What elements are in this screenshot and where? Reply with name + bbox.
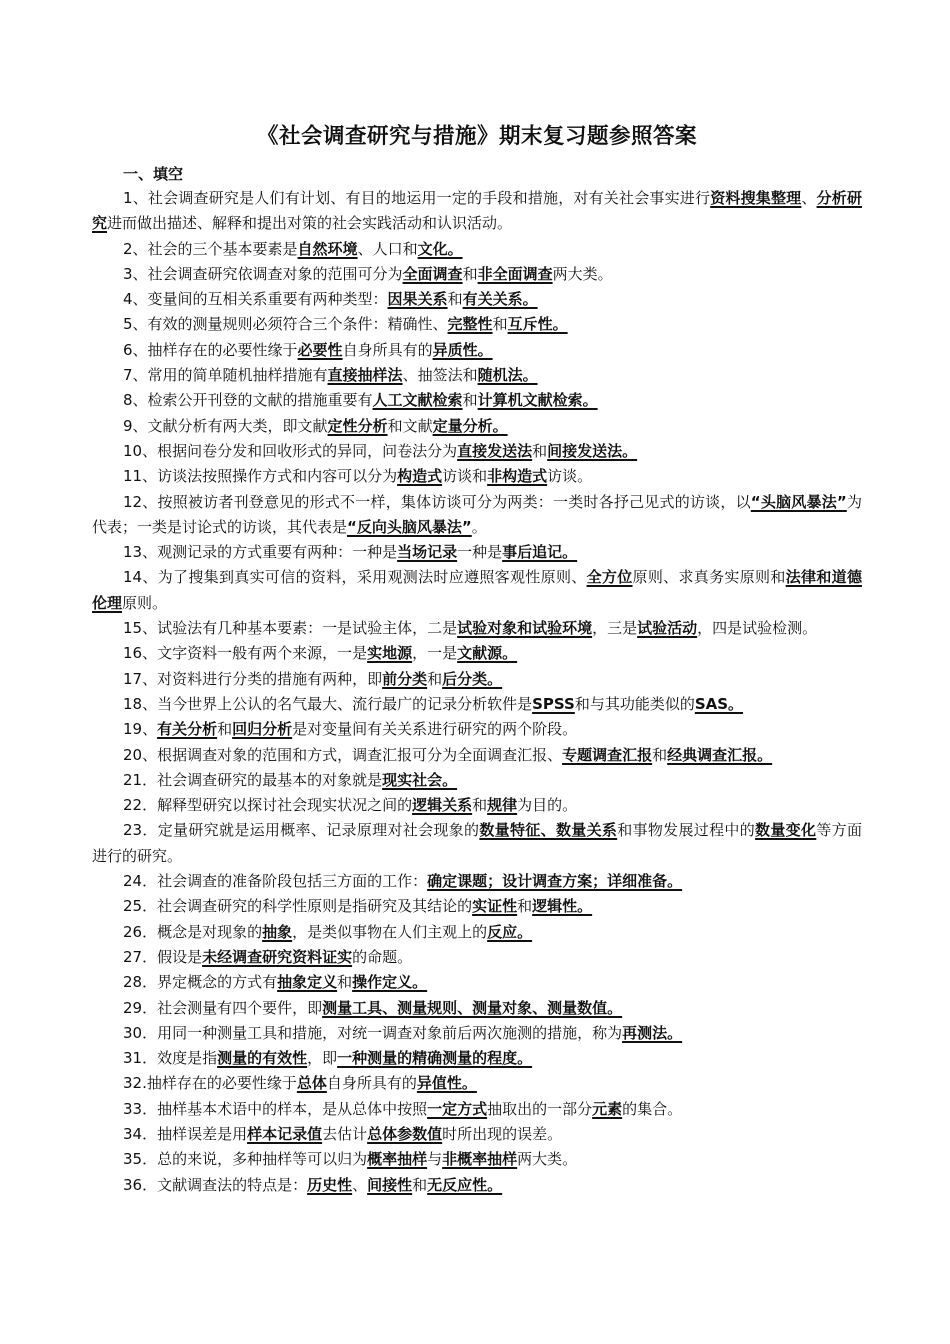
answer-blank: 数量特征、数量关系 <box>479 821 618 840</box>
question-text: 和 <box>217 720 233 739</box>
question-item <box>92 287 862 312</box>
question-item <box>92 768 862 793</box>
answer-blank: 现实社会。 <box>382 770 458 789</box>
answer-blank: 后分类。 <box>442 669 503 688</box>
answer-blank: 逻辑关系 <box>412 796 473 815</box>
question-text: 访谈。 <box>547 467 593 486</box>
question-text: 原则、求真务实原则和 <box>632 568 786 587</box>
question-item <box>92 414 862 439</box>
answer-blank: 互斥性。 <box>507 315 568 334</box>
question-text: 13、观测记录的方式重要有两种：一种是 <box>123 543 398 562</box>
question-text: 11、访谈法按照操作方式和内容可以分为 <box>123 467 398 486</box>
question-text: 22．解释型研究以探讨社会现实状况之间的 <box>123 796 413 815</box>
answer-blank: 回归分析 <box>232 720 293 739</box>
question-item <box>92 388 862 413</box>
question-item <box>92 439 862 464</box>
question-text: ，三是 <box>592 619 638 638</box>
answer-blank: 定量分析。 <box>432 416 508 435</box>
answer-blank: 随机法。 <box>477 366 538 385</box>
question-text: 19、 <box>123 720 158 739</box>
question-item <box>92 717 862 742</box>
question-text: 21．社会调查研究的最基本的对象就是 <box>123 770 383 789</box>
question-text: 和与其功能类似的 <box>574 694 695 713</box>
answer-blank: 非构造式 <box>487 467 548 486</box>
answer-blank: 总体 <box>296 1074 327 1093</box>
answer-blank: 测量的有效性 <box>217 1049 308 1068</box>
question-text: 时所出现的误差。 <box>442 1124 563 1143</box>
question-text: 、人口和 <box>357 239 418 258</box>
question-text: 15、试验法有几种基本要素：一是试验主体，二是 <box>123 619 458 638</box>
question-text: 、抽签法和 <box>402 366 478 385</box>
answer-blank: 实证性 <box>472 897 518 916</box>
question-item <box>92 970 862 995</box>
question-text: 和事物发展过程中的 <box>617 821 756 840</box>
question-text: 进而做出描述、解释和提出对策的社会实践活动和认识活动。 <box>107 214 513 233</box>
answer-blank: 文献源。 <box>457 644 518 663</box>
answer-blank: 抽象 <box>262 922 293 941</box>
question-text: 等方面进行的研究。 <box>92 821 862 865</box>
question-text: ，即 <box>307 1049 338 1068</box>
question-text: 31．效度是指 <box>123 1049 218 1068</box>
question-text: 和 <box>532 441 548 460</box>
answer-blank: 实地源 <box>367 644 413 663</box>
question-item <box>92 565 862 616</box>
question-text: 和 <box>492 315 508 334</box>
answer-blank: 间接性 <box>367 1175 413 1194</box>
question-item <box>92 692 862 717</box>
question-item <box>92 996 862 1021</box>
question-text: 12、按照被访者刊登意见的形式不一样，集体访谈可分为两类：一类时各抒己见式的访谈，以 <box>123 492 751 511</box>
question-text: 、 <box>801 189 817 207</box>
question-item <box>92 363 862 388</box>
question-item <box>92 490 862 541</box>
question-text: 原则。 <box>122 593 168 612</box>
answer-blank: 抽象定义 <box>277 973 338 992</box>
question-text: 和 <box>472 796 488 815</box>
question-text: 和 <box>427 669 443 688</box>
answer-blank: 完整性 <box>447 315 493 334</box>
question-text: 34．抽样误差是用 <box>123 1124 248 1143</box>
question-text: 28．界定概念的方式有 <box>123 973 278 992</box>
question-text: 和 <box>462 391 478 410</box>
answer-blank: “反向头脑风暴法” <box>347 517 472 536</box>
answer-blank: 一定方式 <box>427 1099 488 1118</box>
answer-blank: 异值性。 <box>416 1074 477 1093</box>
question-item <box>92 1173 862 1198</box>
question-text: 7、常用的简单随机抽样措施有 <box>123 366 328 385</box>
question-text: 去估计 <box>322 1124 368 1143</box>
question-text: 1、社会调查研究是人们有计划、有目的地运用一定的手段和措施，对有关社会事实进行 <box>123 189 711 207</box>
answer-blank: 构造式 <box>397 467 443 486</box>
question-text: 的命题。 <box>352 947 413 966</box>
question-item <box>92 793 862 818</box>
question-item <box>92 641 862 666</box>
question-text: 5、有效的测量规则必须符合三个条件：精确性、 <box>123 315 448 334</box>
question-text: 和 <box>412 1175 428 1194</box>
answer-blank: 逻辑性。 <box>532 897 593 916</box>
answer-blank: 法律和道德伦理 <box>92 568 862 612</box>
question-text: 是对变量间有关关系进行研究的两个阶段。 <box>292 720 578 739</box>
question-item <box>92 894 862 919</box>
question-text: 抽取出的一部分 <box>487 1099 593 1118</box>
answer-blank: 定性分析 <box>327 416 388 435</box>
answer-blank: 总体参数值 <box>367 1124 443 1143</box>
question-text: 。 <box>471 517 487 536</box>
answer-blank: 专题调查汇报 <box>562 745 653 764</box>
answer-blank: 间接发送法。 <box>547 441 638 460</box>
answer-blank: 规律 <box>487 796 518 815</box>
answer-blank: 经典调查汇报。 <box>667 745 773 764</box>
question-text: 18、当今世界上公认的名气最大、流行最广的记录分析软件是 <box>123 694 533 713</box>
question-text: 25．社会调查研究的科学性原则是指研究及其结论的 <box>123 897 473 916</box>
answer-blank: 有关分析 <box>157 720 218 739</box>
question-item <box>92 1122 862 1147</box>
question-text: 自身所具有的 <box>326 1074 417 1093</box>
question-item <box>92 1021 862 1046</box>
question-text: ，是类似事物在人们主观上的 <box>292 922 488 941</box>
answer-blank: 试验活动 <box>637 619 698 638</box>
question-item <box>92 540 862 565</box>
question-text: 16、文字资料一般有两个来源，一是 <box>123 644 368 663</box>
answer-blank: 样本记录值 <box>247 1124 323 1143</box>
question-text: 和 <box>517 897 533 916</box>
question-item <box>92 920 862 945</box>
question-text: 35．总的来说，多种抽样等可以归为 <box>123 1150 368 1169</box>
question-text: ，一是 <box>412 644 458 663</box>
question-item <box>92 1071 862 1096</box>
question-list <box>92 186 862 1198</box>
question-item <box>92 667 862 692</box>
answer-blank: SAS。 <box>694 694 744 713</box>
question-text: 36．文献调查法的特点是： <box>123 1175 308 1194</box>
answer-blank: 计算机文献检索。 <box>477 391 598 410</box>
answer-blank: 非全面调查 <box>477 264 553 283</box>
question-item <box>92 818 862 869</box>
question-text: 10、根据问卷分发和回收形式的异同，问卷法分为 <box>123 441 458 460</box>
answer-blank: 元素 <box>592 1099 623 1118</box>
question-text: 和 <box>462 264 478 283</box>
question-text: 17、对资料进行分类的措施有两种，即 <box>123 669 383 688</box>
question-item <box>92 1147 862 1172</box>
answer-blank: 事后追记。 <box>502 543 578 562</box>
question-text: 和文献 <box>387 416 433 435</box>
question-text: 的集合。 <box>622 1099 683 1118</box>
answer-blank: 无反应性。 <box>427 1175 503 1194</box>
question-text: 33．抽样基本术语中的样本，是从总体中按照 <box>123 1099 428 1118</box>
question-item <box>92 338 862 363</box>
answer-blank: 再测法。 <box>622 1023 683 1042</box>
question-item <box>92 869 862 894</box>
document-title: 《社会调查研究与措施》期末复习题参照答案 <box>256 124 697 149</box>
question-text: 4、变量间的互相关系重要有两种类型： <box>123 290 388 309</box>
question-text: 27．假设是 <box>123 947 203 966</box>
question-text: 和 <box>652 745 668 764</box>
question-item <box>92 464 862 489</box>
question-text: 23．定量研究就是运用概率、记录原理对社会现象的 <box>123 821 480 840</box>
question-item <box>92 1097 862 1122</box>
answer-blank: 自然环境 <box>297 239 358 258</box>
question-text: 访谈和 <box>442 467 488 486</box>
document-page <box>92 120 862 1198</box>
question-text: 两大类。 <box>517 1150 578 1169</box>
answer-blank: 非概率抽样 <box>442 1150 518 1169</box>
answer-blank: 全方位 <box>586 568 633 587</box>
answer-blank: 因果关系 <box>387 290 448 309</box>
question-text: 和 <box>447 290 463 309</box>
answer-blank: 历史性 <box>307 1175 353 1194</box>
question-text: 一种是 <box>457 543 503 562</box>
question-text: 和 <box>337 973 353 992</box>
question-item <box>92 616 862 641</box>
question-text: 20、根据调查对象的范围和方式，调查汇报可分为全面调查汇报、 <box>123 745 563 764</box>
answer-blank: 反应。 <box>487 922 533 941</box>
question-text: 14、为了搜集到真实可信的资料，采用观测法时应遵照客观性原则、 <box>123 568 587 587</box>
question-text: ，四是试验检测。 <box>697 619 818 638</box>
answer-blank: SPSS <box>532 694 575 713</box>
question-text: 3、社会调查研究依调查对象的范围可分为 <box>123 264 403 283</box>
answer-blank: 未经调查研究资料证实 <box>202 947 353 966</box>
question-text: 、 <box>352 1175 368 1194</box>
answer-blank: 一种测量的精确测量的程度。 <box>337 1049 533 1068</box>
section-heading: 一、填空 <box>123 165 184 183</box>
question-text: 为代表；一类是讨论式的访谈，其代表是 <box>92 492 862 536</box>
answer-blank: “头脑风暴法” <box>750 492 847 511</box>
question-text: 8、检索公开刊登的文献的措施重要有 <box>123 391 373 410</box>
answer-blank: 必要性 <box>297 340 343 359</box>
answer-blank: 文化。 <box>417 239 463 258</box>
answer-blank: 前分类 <box>382 669 428 688</box>
answer-blank: 全面调查 <box>402 264 463 283</box>
answer-blank: 概率抽样 <box>367 1150 428 1169</box>
question-text: 自身所具有的 <box>342 340 433 359</box>
question-item <box>92 186 862 237</box>
question-text: 29．社会测量有四个要件，即 <box>123 998 323 1017</box>
answer-blank: 当场记录 <box>397 543 458 562</box>
answer-blank: 人工文献检索 <box>372 391 463 410</box>
answer-blank: 数量变化 <box>755 821 817 840</box>
answer-blank: 分析研究 <box>92 189 862 233</box>
question-text: 30．用同一种测量工具和措施，对统一调查对象前后两次施测的措施，称为 <box>123 1023 623 1042</box>
answer-blank: 直接发送法 <box>457 441 533 460</box>
answer-blank: 资料搜集整理 <box>710 189 802 207</box>
question-item <box>92 312 862 337</box>
question-item <box>92 1046 862 1071</box>
question-text: 32.抽样存在的必要性缘于 <box>123 1074 297 1093</box>
question-item <box>92 262 862 287</box>
question-item <box>92 237 862 262</box>
answer-blank: 异质性。 <box>432 340 493 359</box>
answer-blank: 试验对象和试验环境 <box>457 619 593 638</box>
question-text: 24．社会调查的准备阶段包括三方面的工作： <box>123 872 428 891</box>
answer-blank: 直接抽样法 <box>327 366 403 385</box>
question-text: 6、抽样存在的必要性缘于 <box>123 340 298 359</box>
answer-blank: 有关关系。 <box>462 290 538 309</box>
answer-blank: 操作定义。 <box>352 973 428 992</box>
question-text: 与 <box>427 1150 443 1169</box>
question-text: 26．概念是对现象的 <box>123 922 263 941</box>
answer-blank: 确定课题；设计调查方案；详细准备。 <box>427 872 683 891</box>
question-item <box>92 945 862 970</box>
question-item <box>92 743 862 768</box>
answer-blank: 测量工具、测量规则、测量对象、测量数值。 <box>322 998 623 1017</box>
question-text: 为目的。 <box>517 796 578 815</box>
question-text: 2、社会的三个基本要素是 <box>123 239 298 258</box>
question-text: 两大类。 <box>552 264 613 283</box>
question-text: 9、文献分析有两大类，即文献 <box>123 416 328 435</box>
